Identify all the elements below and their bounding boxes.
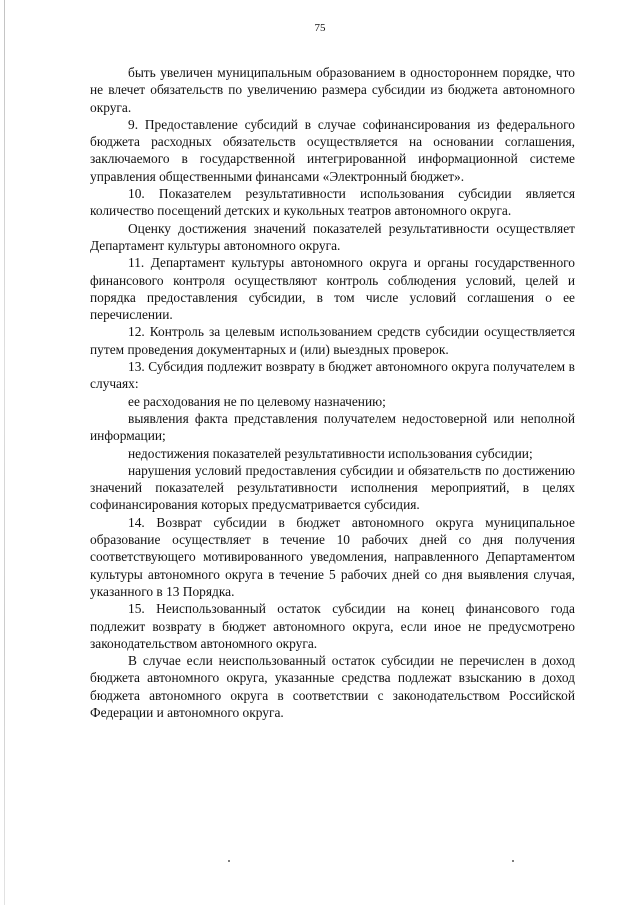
paragraph-15: 15. Неиспользованный остаток субсидии на конец финансового года подлежит возврату в бюджет автономного округа, если иное не предусмотрено законодательством автономного округа. (90, 601, 575, 651)
page-number: 75 (314, 22, 326, 34)
paragraph-13: 13. Субсидия подлежит возврату в бюджет автономного округа получателем в случаях: (90, 359, 575, 392)
paragraph-10: 10. Показателем результативности использования субсидии является количество посещений детских и кукольных театров автономного округа. (90, 186, 575, 219)
paragraph-10-evaluation: Оценку достижения значений показателей результативности осуществляет Департамент культуры автономного округа. (90, 220, 575, 253)
scan-speck (228, 860, 230, 862)
document-body (90, 64, 575, 721)
paragraph-11: 11. Департамент культуры автономного округа и органы государственного финансового контроля осуществляют контроль соблюдения условий, целей и порядка предоставления субсидии, в том числе условий соглашения о ее перечислении. (90, 255, 575, 323)
paragraph-15-remainder: В случае если неиспользованный остаток субсидии не перечислен в доход бюджета автономного округа, указанные средства подлежат взысканию в доход бюджета автономного округа в соответствии с законодательством Российской Федерации и автономного округа. (90, 653, 575, 720)
paragraph-13-case-1: ее расходования не по целевому назначению; (128, 393, 386, 409)
paragraph-continuation: быть увеличен муниципальным образованием в одностороннем порядке, что не влечет обязательств по увеличению размера субсидии из бюджета автономного округа. (90, 65, 575, 115)
paragraph-9: 9. Предоставление субсидий в случае софинансирования из федерального бюджета расходных обязательств осуществляется на основании соглашения, заключаемого в государственной интегрированной информационной системе управления общественными финансами «Электронный бюджет». (90, 116, 575, 184)
scan-speck (512, 860, 514, 862)
paragraph-13-case-3: недостижения показателей результативности использования субсидии; (128, 445, 533, 461)
paragraph-13-case-4: нарушения условий предоставления субсидии и обязательств по достижению значений показателей результативности исполнения мероприятий, в целях софинансирования которых предусматривается субсидия. (90, 462, 575, 513)
scan-edge (4, 0, 5, 905)
paragraph-13-case-2: выявления факта представления получателем недостоверной или неполной информации; (90, 410, 575, 444)
paragraph-14: 14. Возврат субсидии в бюджет автономного округа муниципальное образование осуществляет в течение 10 рабочих дней со дня получения соответствующего мотивированного уведомления, направленного Департаментом культуры автономного округа в течение 5 рабочих дней со дня выявления случая, указанного в 13 Порядка. (90, 514, 575, 599)
paragraph-12: 12. Контроль за целевым использованием средств субсидии осуществляется путем проведения документарных и (или) выездных проверок. (90, 324, 575, 357)
